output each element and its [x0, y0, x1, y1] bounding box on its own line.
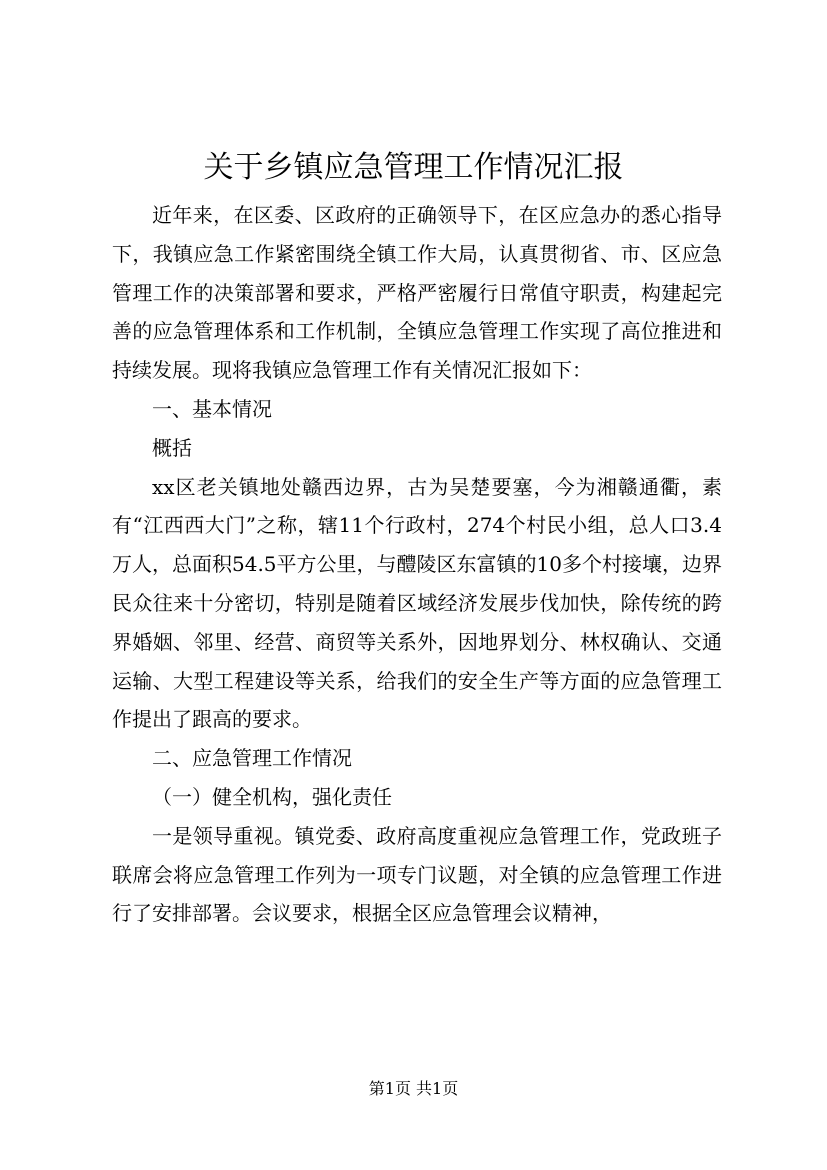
page-footer: 第1页 共1页	[368, 1079, 459, 1098]
paragraph-leadership: 一是领导重视。镇党委、政府高度重视应急管理工作，党政班子联席会将应急管理工作列为一项专门议题，对全镇的应急管理工作进行了安排部署。会议要求，根据全区应急管理会议精神，	[112, 823, 722, 926]
paragraph-intro: 近年来，在区委、区政府的正确领导下，在区应急办的悉心指导下，我镇应急工作紧密围绕全镇工作大局，认真贯彻省、市、区应急管理工作的决策部署和要求，严格严密履行日常值守职责，构建起完善的应急管理体系和工作机制，全镇应急管理工作实现了高位推进和持续发展。现将我镇应急管理工作有关情况汇报如下：	[112, 203, 722, 383]
paragraph-town-overview: xx区老关镇地处赣西边界，古为吴楚要塞，今为湘赣通衢，素有“江西西大门”之称，辖11个行政村，274个村民小组，总人口3.4万人，总面积54.5平方公里，与醴陵区东富镇的10多个村接壤，边界民众往来十分密切，特别是随着区域经济发展步伐加快，除传统的跨界婚姻、邻里、经营、商贸等关系外，因地界划分、林权确认、交通运输、大型工程建设等关系，给我们的安全生产等方面的应急管理工作提出了跟高的要求。	[112, 474, 722, 732]
section-heading-emergency-work: 二、应急管理工作情况	[152, 746, 352, 771]
document-title: 关于乡镇应急管理工作情况汇报	[203, 150, 624, 185]
document-body	[112, 196, 722, 933]
subheading-overview: 概括	[152, 435, 192, 460]
section-heading-basic-info: 一、基本情况	[152, 396, 272, 421]
subheading-organization: （一）健全机构，强化责任	[152, 784, 392, 809]
